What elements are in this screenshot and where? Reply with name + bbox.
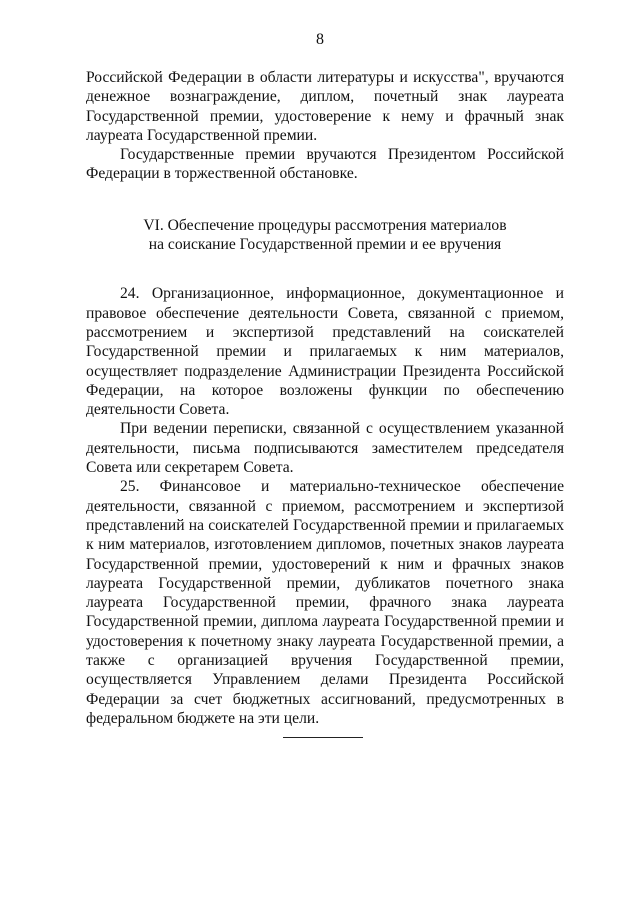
end-divider-line xyxy=(283,737,363,738)
paragraph-continuation: Российской Федерации в области литературы и искусства", вручаются денежное вознаграждение, диплом, почетный знак лауреата Государственной премии, удостоверение к нему и фрачный знак лауреата Государственной премии. xyxy=(86,69,564,144)
spacer xyxy=(86,254,564,284)
section-heading-line-2: на соискание Государственной премии и ее вручения xyxy=(148,236,502,254)
section-heading xyxy=(86,216,564,255)
paragraph-item-24: 24. Организационное, информационное, документационное и правовое обеспечение деятельности Совета, связанной с приемом, рассмотрением и экспертизой представлений на соискателей Государственной премии и прилагаемых к ним материалов, осуществляет подразделение Администрации Президента Российской Федерации, на которое возложены функции по обеспечению деятельности Совета. xyxy=(86,285,564,419)
paragraph-item-25: 25. Финансовое и материально-техническое обеспечение деятельности, связанной с приемом, рассмотрением и экспертизой представлений на соискателей Государственной премии и прилагаемых к ним материалов, изготовлением дипломов, почетных знаков лауреата Государственной премии, удостоверений к ним и фрачных знаков лауреата Государственной премии, дубликатов почетного знака лауреата Государственной премии, фрачного знака лауреата Государственной премии, диплома лауреата Государственной премии и удостоверения к почетному знаку лауреата Государственной премии, а также с организацией вручения Государственной премии, осуществляется Управлением делами Президента Российской Федерации за счет бюджетных ассигнований, предусмотренных в федеральном бюджете на эти цели. xyxy=(86,478,564,727)
paragraph-correspondence: При ведении переписки, связанной с осуществлением указанной деятельности, письма подписываются заместителем председателя Совета или секретарем Совета. xyxy=(86,420,564,477)
page-number: 8 xyxy=(316,31,324,48)
paragraph-presentation: Государственные премии вручаются Президентом Российской Федерации в торжественной обстановке. xyxy=(86,146,564,183)
document-body xyxy=(86,68,564,728)
section-heading-line-1: VI. Обеспечение процедуры рассмотрения материалов xyxy=(143,216,507,234)
spacer xyxy=(86,184,564,216)
